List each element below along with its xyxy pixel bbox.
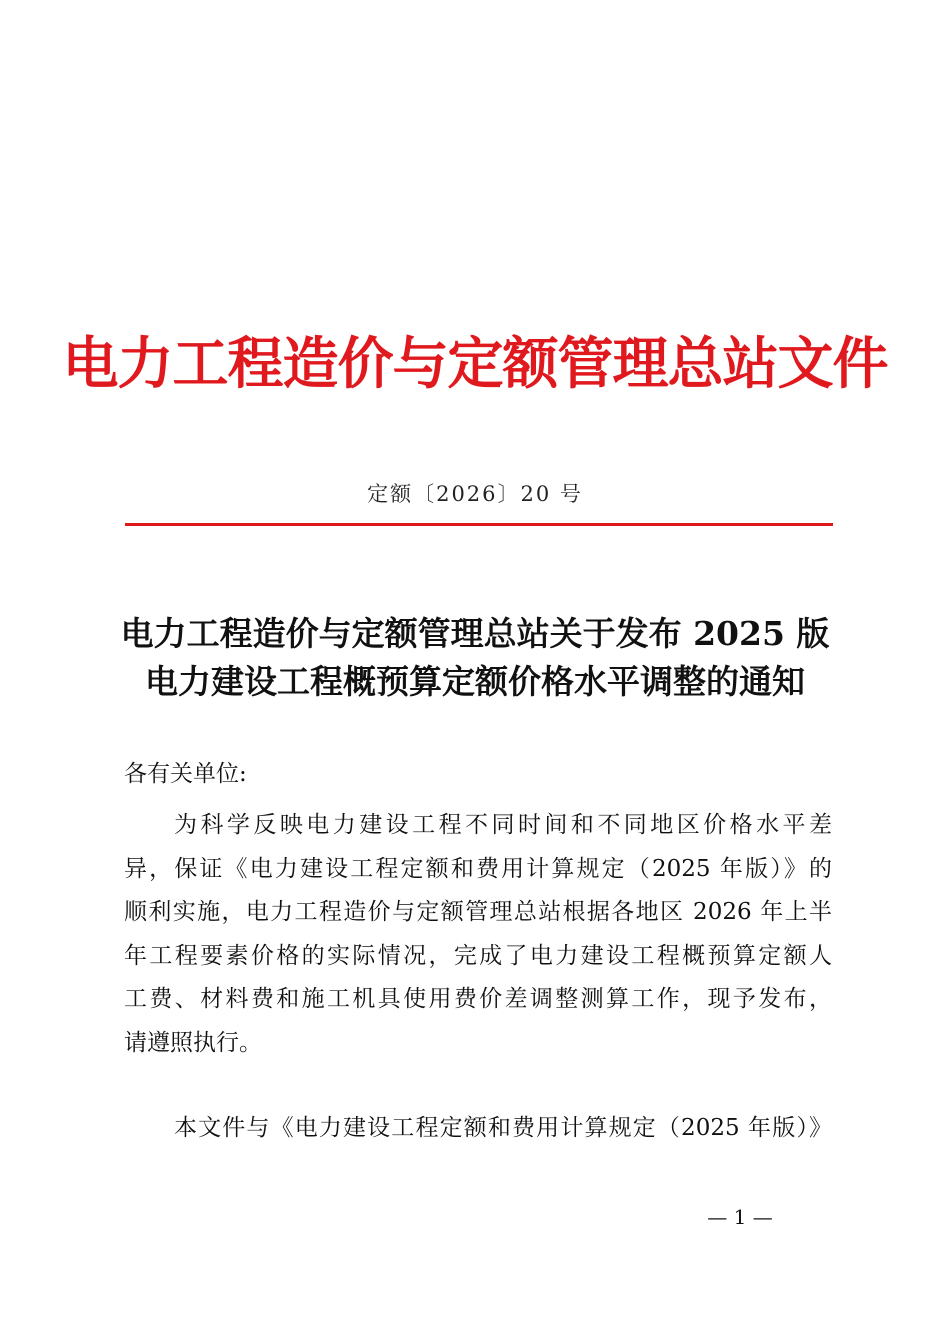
document-number: 定额〔2026〕20 号 bbox=[367, 482, 583, 506]
paragraph-line: 为科学反映电力建设工程不同时间和不同地区价格水平差 bbox=[174, 812, 832, 838]
salutation: 各有关单位: bbox=[124, 761, 247, 787]
paragraph-line: 请遵照执行。 bbox=[124, 1029, 262, 1056]
paragraph-line: 本文件与《电力建设工程定额和费用计算规定（2025 年版）》 bbox=[174, 1115, 832, 1141]
notice-title bbox=[100, 610, 850, 706]
body-paragraph-1 bbox=[124, 804, 832, 1066]
paragraph-line: 工费、材料费和施工机具使用费价差调整测算工作，现予发布， bbox=[124, 986, 832, 1013]
paragraph-line: 年工程要素价格的实际情况，完成了电力建设工程概预算定额人 bbox=[124, 942, 832, 969]
paragraph-line: 异，保证《电力建设工程定额和费用计算规定（2025 年版）》的 bbox=[124, 855, 832, 882]
page-number: — 1 — bbox=[707, 1205, 773, 1229]
issuer-header: 电力工程造价与定额管理总站文件 bbox=[62, 331, 888, 397]
body-paragraph-2 bbox=[124, 1107, 832, 1151]
header-divider bbox=[125, 523, 833, 526]
notice-title-line: 电力工程造价与定额管理总站关于发布 2025 版 bbox=[120, 614, 830, 653]
notice-title-line: 电力建设工程概预算定额价格水平调整的通知 bbox=[145, 662, 805, 701]
paragraph-line: 顺利实施，电力工程造价与定额管理总站根据各地区 2026 年上半 bbox=[124, 899, 832, 926]
